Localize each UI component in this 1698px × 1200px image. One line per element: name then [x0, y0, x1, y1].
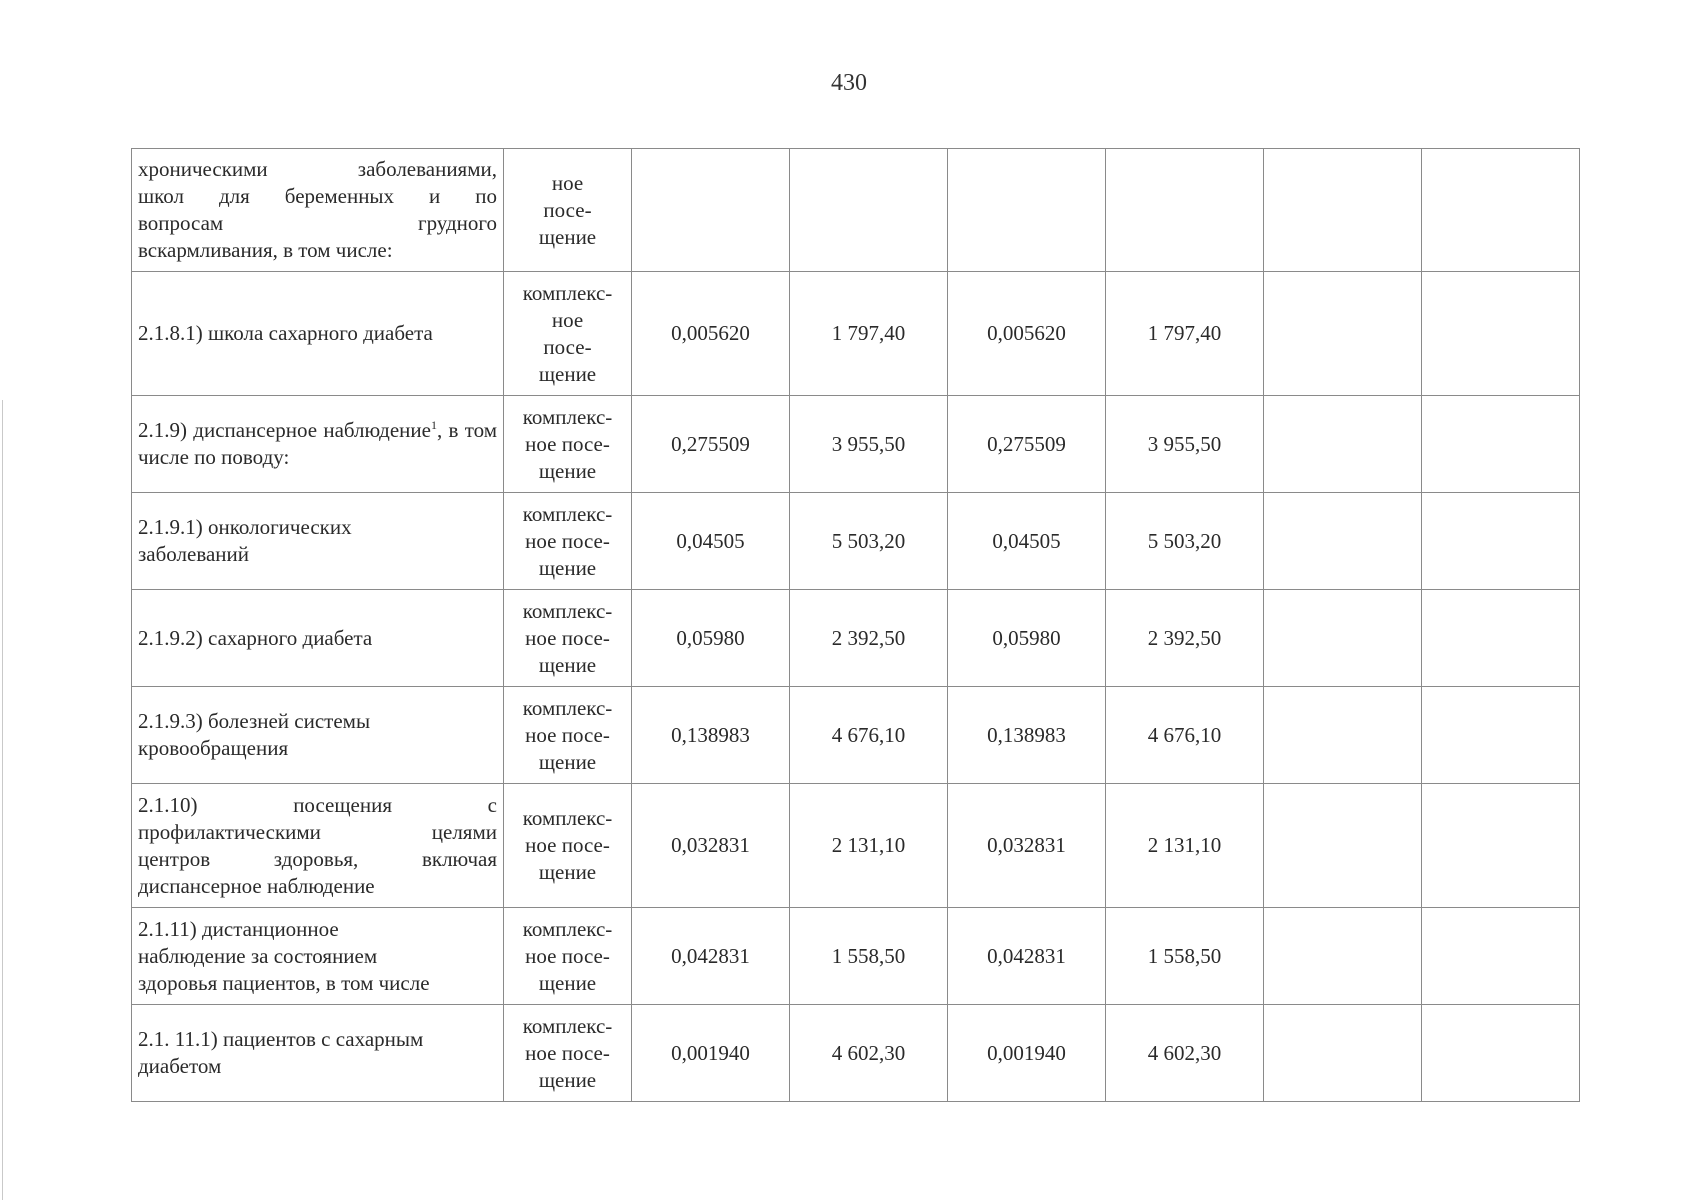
value-cell: 0,138983 [948, 687, 1106, 784]
value-cell: 5 503,20 [1106, 493, 1264, 590]
value-cell [1264, 493, 1422, 590]
value-cell [1422, 687, 1580, 784]
table-row [132, 396, 1580, 493]
value-cell [1106, 149, 1264, 272]
value-cell: 1 558,50 [1106, 908, 1264, 1005]
value-cell [1264, 687, 1422, 784]
value-cell: 4 602,30 [790, 1005, 948, 1102]
value-cell [1264, 272, 1422, 396]
unit-cell [504, 687, 632, 784]
table-row [132, 149, 1580, 272]
unit-line: комплекс- [522, 916, 613, 941]
value-cell [1264, 908, 1422, 1005]
value-cell [790, 149, 948, 272]
name-line: кровообращения [138, 736, 289, 760]
table-row [132, 493, 1580, 590]
table-row [132, 784, 1580, 908]
unit-line: ное посе- [525, 625, 610, 650]
value-cell: 2 392,50 [1106, 590, 1264, 687]
value-cell [1422, 590, 1580, 687]
unit-line: ное посе- [525, 943, 610, 968]
unit-cell [504, 396, 632, 493]
row-name-cell: 2.1.9.2) сахарного диабета [132, 590, 504, 687]
value-cell: 0,05980 [948, 590, 1106, 687]
unit-line: щение [538, 224, 597, 249]
value-cell [1422, 149, 1580, 272]
scan-margin-line [2, 400, 3, 1200]
name-line: школ для беременных и по [138, 184, 497, 208]
unit-cell [504, 784, 632, 908]
name-text: 2.1.9) диспансерное наблюдение [138, 418, 431, 442]
page-number: 430 [831, 70, 867, 96]
unit-line: комплекс- [522, 806, 613, 830]
unit-line: комплекс- [522, 1013, 613, 1038]
name-line: диабетом [138, 1054, 222, 1078]
value-cell: 2 131,10 [1106, 784, 1264, 908]
value-cell [1264, 149, 1422, 272]
unit-line: щение [538, 1067, 597, 1092]
unit-line: ное [551, 307, 584, 332]
value-cell: 0,005620 [632, 272, 790, 396]
value-cell [1264, 590, 1422, 687]
name-line: центров здоровья, включая [138, 846, 497, 871]
unit-line: ное посе- [525, 722, 610, 747]
unit-cell [504, 1005, 632, 1102]
row-name-cell [132, 908, 504, 1005]
name-line: наблюдение за состоянием [138, 943, 378, 968]
row-name-cell [132, 687, 504, 784]
value-cell: 0,032831 [948, 784, 1106, 908]
value-cell: 0,001940 [632, 1005, 790, 1102]
unit-line: щение [538, 555, 597, 580]
value-cell: 0,001940 [948, 1005, 1106, 1102]
table-row [132, 1005, 1580, 1102]
row-name-cell [132, 396, 504, 493]
value-cell [1264, 396, 1422, 493]
value-cell: 0,04505 [632, 493, 790, 590]
unit-line: комплекс- [522, 695, 613, 720]
unit-line: посе- [543, 334, 592, 359]
value-cell: 0,138983 [632, 687, 790, 784]
value-cell: 0,04505 [948, 493, 1106, 590]
unit-cell [504, 908, 632, 1005]
name-line: здоровья пациентов, в том числе [138, 970, 430, 995]
unit-line: ное посе- [525, 833, 610, 857]
name-line: вскармливания, в том числе: [138, 238, 393, 262]
unit-line: комплекс- [522, 404, 613, 429]
unit-line: комплекс- [522, 501, 613, 526]
value-cell [1422, 908, 1580, 1005]
value-cell [1422, 272, 1580, 396]
value-cell: 3 955,50 [1106, 396, 1264, 493]
unit-line: щение [538, 361, 597, 386]
unit-line: комплекс- [522, 280, 613, 305]
value-cell: 5 503,20 [790, 493, 948, 590]
value-cell [1422, 396, 1580, 493]
unit-cell [504, 493, 632, 590]
row-name-cell [132, 784, 504, 908]
value-cell: 1 797,40 [790, 272, 948, 396]
unit-cell [504, 272, 632, 396]
data-table [131, 148, 1580, 1102]
name-line: заболеваний [138, 542, 249, 566]
value-cell [1422, 1005, 1580, 1102]
name-text-rest: , в том числе по поводу: [138, 418, 497, 469]
unit-line: щение [538, 458, 597, 483]
value-cell [1264, 784, 1422, 908]
unit-line: посе- [543, 197, 592, 222]
name-line: профилактическими целями [138, 819, 497, 844]
value-cell [1422, 784, 1580, 908]
value-cell [632, 149, 790, 272]
unit-line: ное посе- [525, 431, 610, 456]
value-cell: 4 676,10 [790, 687, 948, 784]
row-name-cell [132, 1005, 504, 1102]
value-cell: 0,032831 [632, 784, 790, 908]
value-cell: 3 955,50 [790, 396, 948, 493]
unit-line: щение [538, 970, 597, 995]
unit-cell [504, 149, 632, 272]
table-row [132, 908, 1580, 1005]
value-cell: 0,042831 [632, 908, 790, 1005]
row-name-cell [132, 493, 504, 590]
table-row [132, 590, 1580, 687]
unit-line: щение [538, 860, 597, 884]
value-cell: 0,05980 [632, 590, 790, 687]
value-cell: 0,005620 [948, 272, 1106, 396]
value-cell: 1 797,40 [1106, 272, 1264, 396]
value-cell: 4 676,10 [1106, 687, 1264, 784]
name-line: 2.1. 11.1) пациентов с сахарным [138, 1027, 424, 1051]
value-cell [1422, 493, 1580, 590]
name-line: 2.1.10) посещения с [138, 792, 497, 817]
value-cell: 2 131,10 [790, 784, 948, 908]
value-cell: 0,275509 [632, 396, 790, 493]
name-line: вопросам грудного [138, 211, 497, 235]
unit-line: ное посе- [525, 1040, 610, 1065]
row-name-cell [132, 149, 504, 272]
value-cell: 1 558,50 [790, 908, 948, 1005]
footnote-marker: 1 [430, 418, 437, 432]
value-cell: 2 392,50 [790, 590, 948, 687]
unit-line: щение [538, 652, 597, 677]
table-row [132, 687, 1580, 784]
name-line: 2.1.11) дистанционное [138, 916, 339, 941]
name-line: диспансерное наблюдение [138, 873, 375, 898]
unit-line: ное [551, 170, 584, 195]
name-line: 2.1.9.3) болезней системы [138, 709, 371, 733]
value-cell: 0,275509 [948, 396, 1106, 493]
row-name-cell: 2.1.8.1) школа сахарного диабета [132, 272, 504, 396]
name-line: 2.1.9.1) онкологических [138, 515, 352, 539]
unit-line: ное посе- [525, 528, 610, 553]
unit-line: комплекс- [522, 598, 613, 623]
table-row [132, 272, 1580, 396]
unit-cell [504, 590, 632, 687]
value-cell: 0,042831 [948, 908, 1106, 1005]
unit-line: щение [538, 749, 597, 774]
value-cell: 4 602,30 [1106, 1005, 1264, 1102]
value-cell [948, 149, 1106, 272]
name-line: хроническими заболеваниями, [138, 157, 497, 181]
value-cell [1264, 1005, 1422, 1102]
